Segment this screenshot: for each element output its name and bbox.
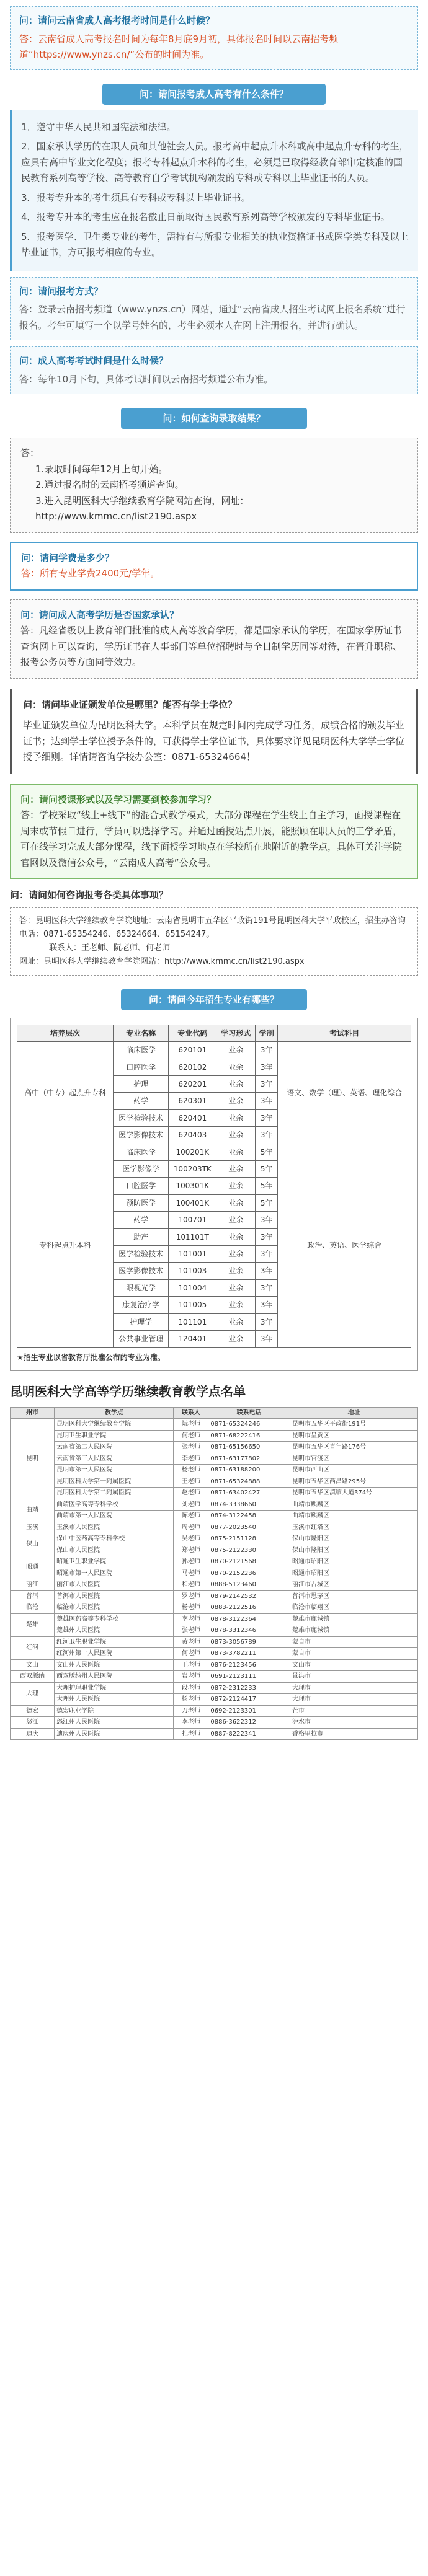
table-cell: 昆明市呈贡区 xyxy=(290,1430,417,1442)
city-cell: 昭通 xyxy=(11,1556,55,1579)
table-cell: 0871-68222416 xyxy=(208,1430,290,1442)
table-cell: 迪庆州人民医院 xyxy=(55,1728,174,1740)
table-row xyxy=(11,1717,418,1729)
table-cell: 业余 xyxy=(216,1279,256,1296)
table-cell: 楚雄市鹿城镇 xyxy=(290,1625,417,1637)
table-cell: 昭通市第一人民医院 xyxy=(55,1568,174,1579)
question-text: 问：请问云南省成人高考报考时间是什么时候？ xyxy=(19,15,215,26)
table-cell: 马老师 xyxy=(174,1568,208,1579)
table-cell: 业余 xyxy=(216,1313,256,1330)
answer-text: 答：凡经省级以上教育部门批准的成人高等教育学历，都是国家承认的学历，在国家学历证书查询网上可以查询，学历证书在人事部门等单位招聘时与全日制学历同等对待，在晋升职称、报考公务员等方面同等效力。 xyxy=(20,625,403,668)
table-cell: 昆明市第一人民医院 xyxy=(55,1465,174,1476)
table-cell: 0871-65324246 xyxy=(208,1419,290,1431)
table-cell: 张老师 xyxy=(174,1625,208,1637)
table-cell: 业余 xyxy=(216,1194,256,1211)
table-row xyxy=(11,1568,418,1579)
table-cell: 100401K xyxy=(169,1194,216,1211)
centers-table xyxy=(10,1407,418,1740)
table-cell: 阮老师 xyxy=(174,1419,208,1431)
qa-degree xyxy=(10,689,418,774)
condition-item: 1．遵守中华人民共和国宪法和法律。 xyxy=(21,121,176,133)
table-cell: 3年 xyxy=(256,1228,278,1245)
table-cell: 红河卫生职业学院 xyxy=(55,1636,174,1648)
table-row xyxy=(17,1042,411,1059)
answer-text: 答：学校采取“线上+线下”的混合式教学模式，大部分课程在学生线上自主学习，面授课程在周末或节假日进行，学员可以选择学习。并通过函授站点开展，能照顾在职人员的工学矛盾，可在线学习完成大部分课程，线下面授学习地点在学校所在地附近的教学点，具体可关注学院官网以及微信公众号，“云南成人高考”公众号。 xyxy=(20,809,403,868)
table-cell: 5年 xyxy=(256,1178,278,1194)
qa-recognition xyxy=(10,599,418,679)
table-cell: 0888-5123460 xyxy=(208,1579,290,1591)
table-cell: 公共事业管理 xyxy=(114,1330,169,1347)
table-cell: 101003 xyxy=(169,1263,216,1279)
table-cell: 吴老师 xyxy=(174,1533,208,1545)
table-cell: 云南省第二人民医院 xyxy=(55,1442,174,1453)
centers-title: 昆明医科大学高等学历继续教育教学点名单 xyxy=(10,1383,246,1399)
table-cell: 护理 xyxy=(114,1076,169,1093)
table-cell: 临床医学 xyxy=(114,1042,169,1059)
table-cell: 101001 xyxy=(169,1245,216,1262)
table-cell: 昆明市官渡区 xyxy=(290,1453,417,1465)
table-cell: 100701 xyxy=(169,1212,216,1228)
table-cell: 昭通市昭阳区 xyxy=(290,1556,417,1568)
col-years: 学制 xyxy=(256,1025,278,1041)
table-row xyxy=(11,1533,418,1545)
table-cell: 业余 xyxy=(216,1161,256,1178)
table-cell: 罗老师 xyxy=(174,1590,208,1602)
table-row xyxy=(11,1545,418,1556)
table-cell: 护理学 xyxy=(114,1313,169,1330)
table-cell: 0872-2124417 xyxy=(208,1694,290,1706)
table-cell: 100203TK xyxy=(169,1161,216,1178)
table-cell: 业余 xyxy=(216,1228,256,1245)
table-row xyxy=(11,1488,418,1499)
page xyxy=(0,6,428,1752)
table-cell: 黄老师 xyxy=(174,1636,208,1648)
table-cell: 昆明市五华区青年路176号 xyxy=(290,1442,417,1453)
table-row xyxy=(11,1625,418,1637)
table-cell: 620401 xyxy=(169,1109,216,1126)
table-row xyxy=(11,1648,418,1660)
table-cell: 120401 xyxy=(169,1330,216,1347)
table-cell: 3年 xyxy=(256,1279,278,1296)
answer-text: 答：登录云南招考频道（www.ynzs.cn）网站，通过“云南省成人招生考试网上报名系统”进行报名。考生可填写一个以学号姓名的，考生必须本人在网上注册报名，并进行确认。 xyxy=(19,304,406,331)
table-cell: 0883-2122516 xyxy=(208,1602,290,1614)
contact-question: 问：请问如何咨询报考各类具体事项？ xyxy=(10,889,169,901)
table-cell: 西双版纳州人民医院 xyxy=(55,1671,174,1683)
city-cell: 怒江 xyxy=(11,1717,55,1729)
table-cell: 0870-2121568 xyxy=(208,1556,290,1568)
table-cell: 景洪市 xyxy=(290,1671,417,1683)
table-cell: 0871-65324888 xyxy=(208,1476,290,1488)
table-cell: 扎老师 xyxy=(174,1728,208,1740)
table-cell: 助产 xyxy=(114,1228,169,1245)
city-cell: 丽江 xyxy=(11,1579,55,1591)
table-cell: 曲靖市第一人民医院 xyxy=(55,1511,174,1522)
table-cell: 0871-63188200 xyxy=(208,1465,290,1476)
table-cell: 0875-2122330 xyxy=(208,1545,290,1556)
table-cell: 3年 xyxy=(256,1263,278,1279)
table-cell: 刀老师 xyxy=(174,1705,208,1717)
centers-table-box xyxy=(10,1407,418,1740)
table-cell: 101005 xyxy=(169,1297,216,1313)
table-cell: 泸水市 xyxy=(290,1717,417,1729)
table-cell: 620301 xyxy=(169,1093,216,1109)
table-cell: 业余 xyxy=(216,1245,256,1262)
table-cell: 临床医学 xyxy=(114,1144,169,1160)
table-cell: 业余 xyxy=(216,1093,256,1109)
table-cell: 昆明卫生职业学院 xyxy=(55,1430,174,1442)
table-cell: 保山市人民医院 xyxy=(55,1545,174,1556)
table-cell: 5年 xyxy=(256,1144,278,1160)
table-cell: 昆明市五华区西昌路295号 xyxy=(290,1476,417,1488)
table-cell: 0875-2151128 xyxy=(208,1533,290,1545)
table-cell: 0877-2023540 xyxy=(208,1522,290,1533)
contact-people: 联系人：王老师、阮老师、何老师 xyxy=(49,943,171,953)
table-cell: 和老师 xyxy=(174,1579,208,1591)
city-cell: 楚雄 xyxy=(11,1613,55,1636)
table-cell: 0873-3782211 xyxy=(208,1648,290,1660)
col-phone: 联系电话 xyxy=(208,1407,290,1419)
table-cell: 3年 xyxy=(256,1313,278,1330)
table-cell: 何老师 xyxy=(174,1648,208,1660)
table-cell: 昆明医科大学第二附属医院 xyxy=(55,1488,174,1499)
col-form: 学习形式 xyxy=(216,1025,256,1041)
table-row xyxy=(11,1419,418,1431)
table-cell: 3年 xyxy=(256,1093,278,1109)
table-cell: 口腔医学 xyxy=(114,1178,169,1194)
level-cell: 高中（中专）起点升专科 xyxy=(17,1042,114,1144)
table-cell: 郑老师 xyxy=(174,1545,208,1556)
table-cell: 3年 xyxy=(256,1127,278,1144)
table-row xyxy=(17,1144,411,1160)
table-cell: 0692-2123301 xyxy=(208,1705,290,1717)
table-cell: 口腔医学 xyxy=(114,1059,169,1075)
table-cell: 业余 xyxy=(216,1076,256,1093)
table-cell: 0874-3122458 xyxy=(208,1511,290,1522)
condition-item: 3．报考专升本的考生须具有专科或专科以上毕业证书。 xyxy=(21,192,251,203)
table-cell: 620403 xyxy=(169,1127,216,1144)
table-cell: 100201K xyxy=(169,1144,216,1160)
exam-cell: 语文、数学（理）、英语、理化综合 xyxy=(278,1042,411,1144)
city-cell: 文山 xyxy=(11,1659,55,1671)
table-cell: 曲靖市麒麟区 xyxy=(290,1511,417,1522)
table-cell: 药学 xyxy=(114,1212,169,1228)
table-row xyxy=(11,1430,418,1442)
city-cell: 迪庆 xyxy=(11,1728,55,1740)
table-cell: 楚雄州人民医院 xyxy=(55,1625,174,1637)
table-cell: 赵老师 xyxy=(174,1488,208,1499)
table-cell: 康复治疗学 xyxy=(114,1297,169,1313)
contact-address: 答：昆明医科大学继续教育学院地址：云南省昆明市五华区平政街191号昆明医科大学平政校区，招生办咨询电话：0871-65354246、65324664、65154247。 xyxy=(19,915,406,939)
col-contact: 联系人 xyxy=(174,1407,208,1419)
city-cell: 玉溪 xyxy=(11,1522,55,1533)
table-cell: 0871-63177802 xyxy=(208,1453,290,1465)
table-cell: 0887-8222341 xyxy=(208,1728,290,1740)
table-cell: 怒江州人民医院 xyxy=(55,1717,174,1729)
table-cell: 普洱市人民医院 xyxy=(55,1590,174,1602)
majors-footnote: ★招生专业以省教育厅批准公布的专业为准。 xyxy=(17,1353,165,1362)
admission-item: 1.录取时间每年12月上旬开始。 xyxy=(35,463,168,475)
qa-study-format xyxy=(10,784,418,880)
table-row xyxy=(11,1602,418,1614)
table-row xyxy=(11,1682,418,1694)
city-cell: 西双版纳 xyxy=(11,1671,55,1683)
table-cell: 0878-3122364 xyxy=(208,1613,290,1625)
answer-label: 答： xyxy=(20,448,40,459)
table-cell: 德宏职业学院 xyxy=(55,1705,174,1717)
col-level: 培养层次 xyxy=(17,1025,114,1041)
table-cell: 业余 xyxy=(216,1263,256,1279)
table-cell: 医学检验技术 xyxy=(114,1109,169,1126)
table-cell: 昆明市五华区平政街191号 xyxy=(290,1419,417,1431)
table-cell: 药学 xyxy=(114,1093,169,1109)
answer-text: 答：所有专业学费2400元/学年。 xyxy=(21,568,160,579)
table-cell: 5年 xyxy=(256,1194,278,1211)
section-banner-admission: 问：如何查询录取结果？ xyxy=(121,408,307,429)
col-address: 地址 xyxy=(290,1407,417,1419)
table-cell: 医学检验技术 xyxy=(114,1245,169,1262)
question-text: 问：请问报考方式？ xyxy=(19,285,104,297)
table-cell: 3年 xyxy=(256,1297,278,1313)
col-exam: 考试科目 xyxy=(278,1025,411,1041)
admission-item: 2.通过报名时的云南招考频道查询。 xyxy=(35,479,184,490)
table-cell: 文山州人民医院 xyxy=(55,1659,174,1671)
table-cell: 业余 xyxy=(216,1059,256,1075)
table-cell: 0871-63402427 xyxy=(208,1488,290,1499)
table-cell: 临沧市人民医院 xyxy=(55,1602,174,1614)
table-cell: 100301K xyxy=(169,1178,216,1194)
table-cell: 3年 xyxy=(256,1076,278,1093)
table-cell: 云南省第三人民医院 xyxy=(55,1453,174,1465)
table-cell: 李老师 xyxy=(174,1717,208,1729)
table-cell: 昆明医科大学继续教育学院 xyxy=(55,1419,174,1431)
table-row xyxy=(11,1442,418,1453)
table-cell: 业余 xyxy=(216,1144,256,1160)
contact-info xyxy=(10,907,418,976)
table-row xyxy=(11,1465,418,1476)
table-cell: 101101T xyxy=(169,1228,216,1245)
table-cell: 楚雄市鹿城镇 xyxy=(290,1613,417,1625)
table-cell: 玉溪市人民医院 xyxy=(55,1522,174,1533)
table-cell: 杨老师 xyxy=(174,1602,208,1614)
answer-text: 答：云南省成人高考报名时间为每年8月底9月初，具体报名时间以云南招考频道“https://www.ynzs.cn/”公布的时间为准。 xyxy=(19,33,339,60)
table-cell: 香格里拉市 xyxy=(290,1728,417,1740)
table-cell: 620201 xyxy=(169,1076,216,1093)
table-cell: 孙老师 xyxy=(174,1556,208,1568)
admission-item: 3.进入昆明医科大学继续教育学院网站查询，网址：http://www.kmmc.cn/list2190.aspx xyxy=(35,495,249,522)
table-cell: 3年 xyxy=(256,1245,278,1262)
table-cell: 何老师 xyxy=(174,1430,208,1442)
table-cell: 业余 xyxy=(216,1297,256,1313)
table-cell: 620101 xyxy=(169,1042,216,1059)
table-row xyxy=(11,1511,418,1522)
city-cell: 大理 xyxy=(11,1682,55,1705)
table-cell: 楚雄医药高等专科学校 xyxy=(55,1613,174,1625)
table-cell: 蒙自市 xyxy=(290,1636,417,1648)
table-row xyxy=(11,1728,418,1740)
table-cell: 大理市 xyxy=(290,1694,417,1706)
table-cell: 昆明市五华区滇缅大道374号 xyxy=(290,1488,417,1499)
table-cell: 刘老师 xyxy=(174,1499,208,1511)
contact-website[interactable]: 网址：昆明医科大学继续教育学院网站：http://www.kmmc.cn/list2190.aspx xyxy=(19,956,305,966)
table-cell: 3年 xyxy=(256,1042,278,1059)
table-row xyxy=(11,1556,418,1568)
table-cell: 红河州第一人民医院 xyxy=(55,1648,174,1660)
table-row xyxy=(11,1522,418,1533)
question-text: 问：请问成人高考学历是否国家承认？ xyxy=(20,609,179,620)
table-row xyxy=(11,1579,418,1591)
table-cell: 芒市 xyxy=(290,1705,417,1717)
table-cell: 段老师 xyxy=(174,1682,208,1694)
table-cell: 0872-2312233 xyxy=(208,1682,290,1694)
majors-table-box xyxy=(10,1018,418,1371)
condition-item: 5．报考医学、卫生类专业的考生，需持有与所报专业相关的执业资格证书或医学类专科及以上毕业证书，方可报考相应的专业。 xyxy=(21,231,409,258)
col-city: 州市 xyxy=(11,1407,55,1419)
table-cell: 文山市 xyxy=(290,1659,417,1671)
table-cell: 大理护理职业学院 xyxy=(55,1682,174,1694)
question-text: 问：成人高考考试时间是什么时候？ xyxy=(19,355,169,366)
table-cell: 101101 xyxy=(169,1313,216,1330)
table-row xyxy=(11,1659,418,1671)
table-cell: 昆明市西山区 xyxy=(290,1465,417,1476)
table-row xyxy=(11,1476,418,1488)
table-cell: 昆明医科大学第一附属医院 xyxy=(55,1476,174,1488)
table-cell: 0870-2152236 xyxy=(208,1568,290,1579)
table-cell: 0691-2123111 xyxy=(208,1671,290,1683)
qa-registration-time xyxy=(10,6,418,70)
table-cell: 丽江市人民医院 xyxy=(55,1579,174,1591)
table-cell: 0873-3056789 xyxy=(208,1636,290,1648)
table-cell: 昭通卫生职业学院 xyxy=(55,1556,174,1568)
table-cell: 昭通市昭阳区 xyxy=(290,1568,417,1579)
col-code: 专业代码 xyxy=(169,1025,216,1041)
table-cell: 杨老师 xyxy=(174,1694,208,1706)
question-text: 问：请问授课形式以及学习需要到校参加学习？ xyxy=(20,793,216,805)
table-cell: 王老师 xyxy=(174,1659,208,1671)
table-cell: 101004 xyxy=(169,1279,216,1296)
table-cell: 周老师 xyxy=(174,1522,208,1533)
table-cell: 曲靖医学高等专科学校 xyxy=(55,1499,174,1511)
city-cell: 红河 xyxy=(11,1636,55,1659)
city-cell: 保山 xyxy=(11,1533,55,1556)
table-cell: 3年 xyxy=(256,1212,278,1228)
conditions-list xyxy=(10,110,418,271)
table-cell: 眼视光学 xyxy=(114,1279,169,1296)
question-text: 问：请问学费是多少？ xyxy=(21,552,115,563)
table-cell: 普洱市思茅区 xyxy=(290,1590,417,1602)
table-cell: 大理州人民医院 xyxy=(55,1694,174,1706)
table-cell: 岩老师 xyxy=(174,1671,208,1683)
exam-cell: 政治、英语、医学综合 xyxy=(278,1144,411,1348)
table-cell: 0879-2142532 xyxy=(208,1590,290,1602)
table-cell: 0871-65156650 xyxy=(208,1442,290,1453)
table-cell: 3年 xyxy=(256,1109,278,1126)
city-cell: 临沧 xyxy=(11,1602,55,1614)
table-cell: 业余 xyxy=(216,1212,256,1228)
table-cell: 业余 xyxy=(216,1109,256,1126)
level-cell: 专科起点升本科 xyxy=(17,1144,114,1348)
answer-text: 毕业证颁发单位为昆明医科大学。本科学员在规定时间内完成学习任务，成绩合格的颁发毕业证书；达到学士学位授予条件的，可获得学士学位证书，具体要求详见昆明医科大学学士学位授予细则。详情请咨询学校办公室：0871-65324664！ xyxy=(23,720,405,762)
table-cell: 王老师 xyxy=(174,1476,208,1488)
table-cell: 保山市隆阳区 xyxy=(290,1533,417,1545)
admission-info xyxy=(10,438,418,533)
table-row xyxy=(11,1499,418,1511)
city-cell: 昆明 xyxy=(11,1419,55,1499)
table-cell: 李老师 xyxy=(174,1453,208,1465)
condition-item: 4．报考专升本的考生应在报名截止日前取得国民教育系列高等学校颁发的专科毕业证书。 xyxy=(21,211,390,223)
table-cell: 业余 xyxy=(216,1330,256,1347)
table-cell: 业余 xyxy=(216,1127,256,1144)
table-cell: 临沧市临翔区 xyxy=(290,1602,417,1614)
table-cell: 0874-3338660 xyxy=(208,1499,290,1511)
table-cell: 医学影像学 xyxy=(114,1161,169,1178)
table-cell: 杨老师 xyxy=(174,1465,208,1476)
table-row xyxy=(11,1453,418,1465)
table-row xyxy=(11,1705,418,1717)
qa-tuition xyxy=(10,542,418,591)
table-cell: 0878-3312346 xyxy=(208,1625,290,1637)
table-row xyxy=(11,1671,418,1683)
table-cell: 业余 xyxy=(216,1042,256,1059)
condition-item: 2．国家承认学历的在职人员和其他社会人员。报考高中起点升本科或高中起点升专科的考生，应具有高中毕业文化程度；报考专科起点升本科的考生，必须是已取得经教育部审定核准的国民教育系列高等学校、高等教育自学考试机构颁发的专科或专科以上毕业证书的人员。 xyxy=(21,141,409,183)
section-banner-conditions: 问：请问报考成人高考有什么条件？ xyxy=(102,84,326,105)
answer-text: 答：每年10月下旬，具体考试时间以云南招考频道公布为准。 xyxy=(19,373,274,385)
table-cell: 蒙自市 xyxy=(290,1648,417,1660)
table-cell: 0886-3622312 xyxy=(208,1717,290,1729)
table-cell: 5年 xyxy=(256,1161,278,1178)
city-cell: 德宏 xyxy=(11,1705,55,1717)
table-row xyxy=(11,1694,418,1706)
question-text: 问：请问毕业证颁发单位是哪里？能否有学士学位？ xyxy=(23,699,238,710)
table-cell: 医学影像技术 xyxy=(114,1263,169,1279)
table-cell: 0876-2123456 xyxy=(208,1659,290,1671)
table-cell: 大理市 xyxy=(290,1682,417,1694)
table-row xyxy=(11,1636,418,1648)
majors-table xyxy=(17,1025,411,1348)
city-cell: 普洱 xyxy=(11,1590,55,1602)
table-cell: 3年 xyxy=(256,1330,278,1347)
table-cell: 620102 xyxy=(169,1059,216,1075)
table-cell: 陈老师 xyxy=(174,1511,208,1522)
city-cell: 曲靖 xyxy=(11,1499,55,1522)
table-cell: 3年 xyxy=(256,1059,278,1075)
table-cell: 保山市隆阳区 xyxy=(290,1545,417,1556)
table-cell: 丽江市古城区 xyxy=(290,1579,417,1591)
table-cell: 保山中医药高等专科学校 xyxy=(55,1533,174,1545)
table-cell: 业余 xyxy=(216,1178,256,1194)
table-cell: 玉溪市红塔区 xyxy=(290,1522,417,1533)
col-center: 教学点 xyxy=(55,1407,174,1419)
table-cell: 曲靖市麒麟区 xyxy=(290,1499,417,1511)
table-cell: 预防医学 xyxy=(114,1194,169,1211)
qa-exam-time xyxy=(10,346,418,394)
table-cell: 张老师 xyxy=(174,1442,208,1453)
table-row xyxy=(11,1613,418,1625)
col-major: 专业名称 xyxy=(114,1025,169,1041)
table-cell: 李老师 xyxy=(174,1613,208,1625)
section-banner-majors: 问：请问今年招生专业有哪些？ xyxy=(121,989,307,1010)
table-cell: 医学影像技术 xyxy=(114,1127,169,1144)
qa-registration-method xyxy=(10,277,418,341)
table-row xyxy=(11,1590,418,1602)
